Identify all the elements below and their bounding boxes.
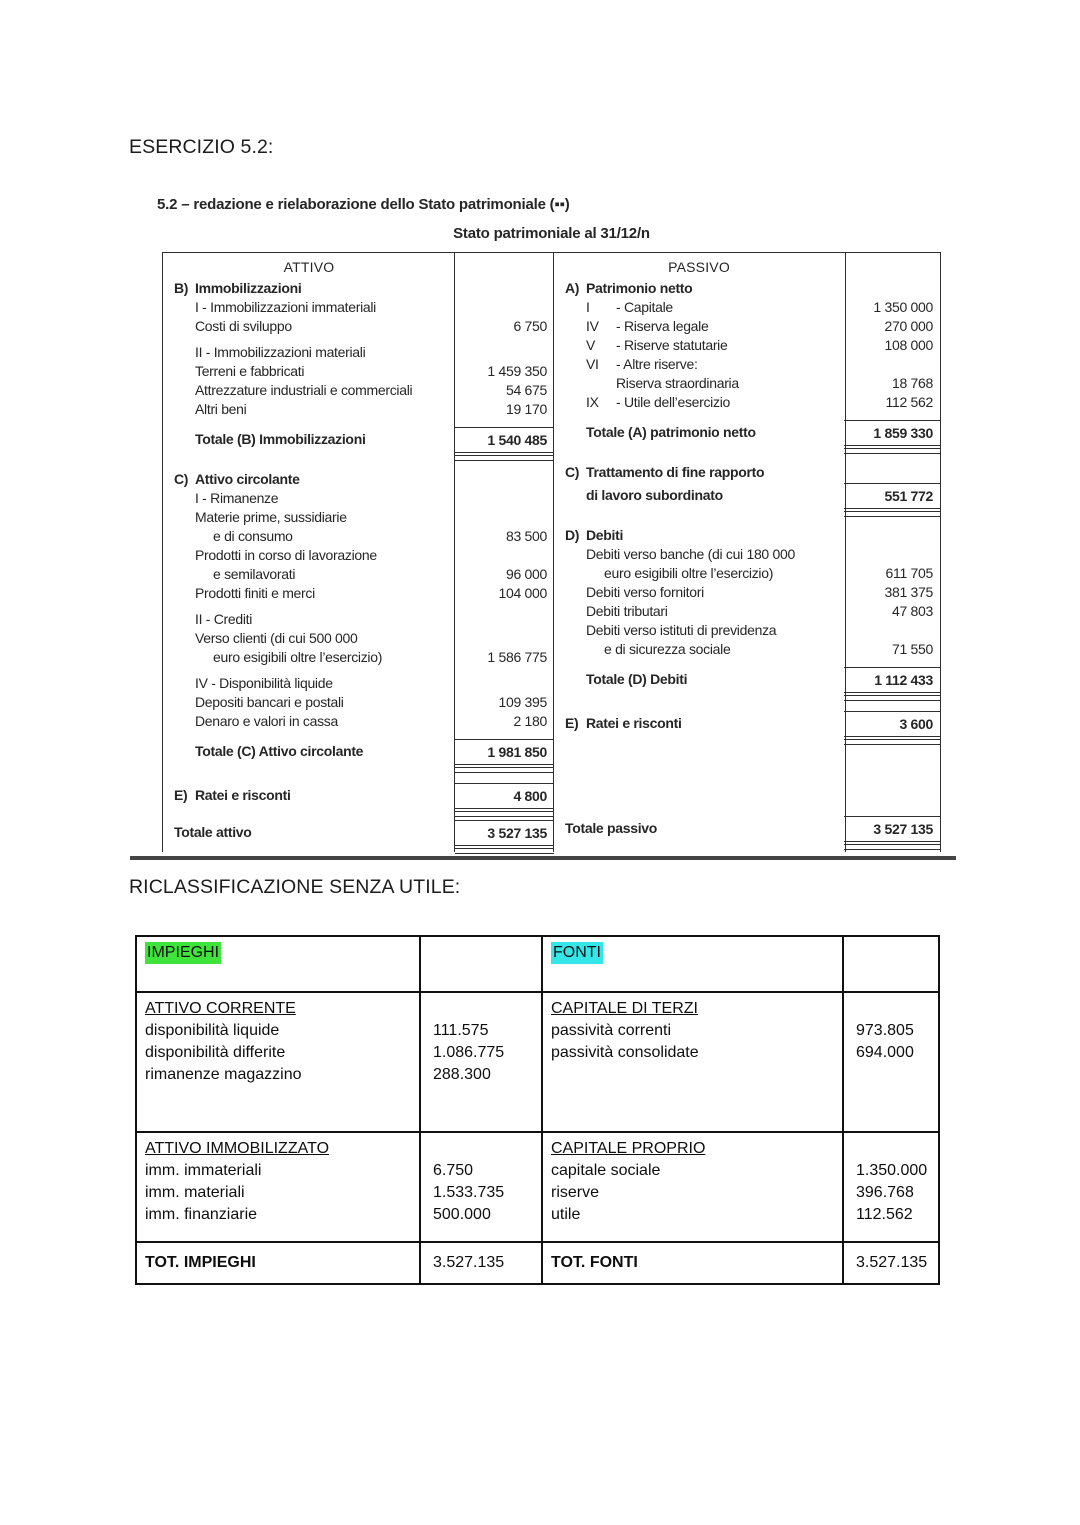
- bs-label: e semilavorati: [213, 566, 296, 582]
- reclass-item: passività correnti: [551, 1022, 672, 1039]
- bs-label: Totale (C) Attivo circolante: [195, 743, 364, 759]
- reclass-value: 112.562: [856, 1206, 913, 1223]
- bs-label: euro esigibili oltre l’esercizio): [213, 649, 383, 665]
- reclass-item: passività consolidate: [551, 1044, 699, 1061]
- double-rule: [163, 455, 554, 463]
- balance-sheet-table: [162, 252, 941, 852]
- bs-label: [554, 526, 844, 545]
- bs-label: I - Rimanenze: [195, 490, 279, 506]
- item-text: - Riserva legale: [616, 318, 709, 334]
- bs-amount: 19 170: [505, 401, 547, 417]
- reclassification-heading: RICLASSIFICAZIONE SENZA UTILE:: [129, 876, 461, 898]
- bs-row-grand: [554, 815, 940, 842]
- bs-amount: 4 800: [455, 783, 554, 809]
- bs-row-rn: [554, 336, 940, 355]
- section-letter: C): [565, 464, 580, 480]
- section-letter: B): [174, 280, 189, 296]
- bs-amount: 2 180: [513, 713, 547, 729]
- reclass-item: disponibilità differite: [145, 1044, 286, 1061]
- bs-label: I - Immobilizzazioni immateriali: [195, 299, 376, 315]
- reclass-section-cell: [137, 993, 421, 1133]
- bs-label: PASSIVO: [668, 259, 730, 275]
- exercise-heading: ESERCIZIO 5.2:: [129, 136, 274, 158]
- bs-row-item: [163, 343, 554, 362]
- bs-row-rn: [554, 317, 940, 336]
- table-vline: [845, 253, 847, 852]
- bs-amount: 6 750: [513, 318, 547, 334]
- bs-row-total: [163, 738, 554, 765]
- bs-row-item: [163, 508, 554, 527]
- tot-impieghi-label: TOT. IMPIEGHI: [137, 1243, 421, 1283]
- item-text: - Riserve statutarie: [616, 337, 728, 353]
- reclass-value: 694.000: [856, 1044, 914, 1061]
- roman-numeral: IV: [586, 318, 599, 334]
- roman-numeral: I: [586, 299, 590, 315]
- bs-label: Costi di sviluppo: [195, 318, 292, 334]
- bs-amount: 47 803: [891, 603, 933, 619]
- bs-row-item: [163, 317, 554, 336]
- bs-row-colhead: [163, 253, 554, 279]
- reclass-item: imm. materiali: [145, 1184, 245, 1201]
- bs-row-item: [163, 400, 554, 419]
- bs-label: [163, 470, 455, 489]
- bs-row-item: [163, 610, 554, 629]
- bs-label: [554, 393, 844, 412]
- bs-row-section: [554, 279, 940, 298]
- section-title: Debiti: [586, 527, 624, 543]
- bs-row-lettertotal: [554, 710, 940, 737]
- double-rule: [554, 511, 940, 519]
- double-rule-mark: [844, 511, 940, 517]
- bs-label: Totale (D) Debiti: [586, 671, 688, 687]
- bs-label: Debiti verso banche (di cui 180 000: [586, 546, 795, 562]
- tot-fonti-label: TOT. FONTI: [543, 1243, 844, 1283]
- reclass-value: 500.000: [433, 1206, 491, 1223]
- bs-label: [554, 298, 844, 317]
- reclass-section-cell: [137, 1133, 421, 1243]
- bs-row-sub: [554, 640, 940, 659]
- double-rule: [554, 695, 940, 703]
- reclass-section-title: ATTIVO IMMOBILIZZATO: [145, 1140, 330, 1157]
- bs-row-total: [554, 666, 940, 693]
- bs-label: Debiti verso fornitori: [586, 584, 704, 600]
- section-divider: [130, 856, 956, 860]
- double-rule: [554, 739, 940, 747]
- reclass-section-cell: [543, 1133, 844, 1243]
- bs-row-sub: [554, 564, 940, 583]
- reclass-item: disponibilità liquide: [145, 1022, 280, 1039]
- reclass-section-title: CAPITALE PROPRIO: [551, 1140, 706, 1157]
- reclass-item: utile: [551, 1206, 581, 1223]
- bs-label: Totale attivo: [174, 824, 252, 840]
- bs-label: e di consumo: [213, 528, 293, 544]
- bs-row-item: [163, 712, 554, 731]
- impieghi-header: IMPIEGHI: [145, 942, 221, 964]
- bs-row-sub: [163, 648, 554, 667]
- bs-amount: 1 112 433: [844, 667, 940, 693]
- reclass-value: 1.533.735: [433, 1184, 505, 1201]
- bs-amount: 1 350 000: [873, 299, 933, 315]
- reclass-section-title: CAPITALE DI TERZI: [551, 1000, 698, 1017]
- bs-label: Totale (B) Immobilizzazioni: [195, 431, 366, 447]
- bs-label: Attrezzature industriali e commerciali: [195, 382, 413, 398]
- bs-row-rn: [554, 355, 940, 374]
- reclass-value: 6.750: [433, 1162, 474, 1179]
- bs-row-item: [163, 693, 554, 712]
- bs-amount: 96 000: [505, 566, 547, 582]
- bs-label: Riserva straordinaria: [616, 375, 739, 391]
- table-vline: [553, 253, 555, 852]
- item-text: - Altre riserve:: [616, 356, 698, 372]
- section-title: Ratei e risconti: [195, 787, 291, 803]
- bs-label: e di sicurezza sociale: [604, 641, 731, 657]
- bs-amount: 3 600: [844, 711, 940, 737]
- bs-label: Totale (A) patrimonio netto: [586, 424, 756, 440]
- roman-numeral: IX: [586, 394, 599, 410]
- balance-sheet-subtitle: Stato patrimoniale al 31/12/n: [453, 225, 650, 242]
- bs-row-total: [554, 482, 940, 509]
- double-rule-mark: [455, 767, 554, 773]
- reclass-values-cell: [844, 993, 938, 1133]
- bs-row-section: [554, 526, 940, 545]
- double-rule-mark: [455, 455, 554, 461]
- bs-amount: 109 395: [498, 694, 547, 710]
- table-vline: [454, 253, 456, 852]
- double-rule: [163, 811, 554, 819]
- tot-fonti-value: 3.527.135: [856, 1254, 928, 1271]
- reclass-item: imm. immateriali: [145, 1162, 262, 1179]
- bs-amount: 1 586 775: [487, 649, 547, 665]
- bs-amount: 270 000: [884, 318, 933, 334]
- bs-row-rnsub: [554, 374, 940, 393]
- bs-amount: 381 375: [884, 584, 933, 600]
- reclass-item: capitale sociale: [551, 1162, 661, 1179]
- bs-row-grand: [163, 819, 554, 846]
- section-title: Trattamento di fine rapporto: [586, 464, 765, 480]
- bs-label: Debiti verso istituti di previdenza: [586, 622, 777, 638]
- bs-label: [554, 463, 844, 482]
- bs-label: ATTIVO: [283, 259, 335, 275]
- bs-label: Debiti tributari: [586, 603, 668, 619]
- bs-amount: 1 859 330: [844, 420, 940, 446]
- reclass-header-cell: [421, 937, 543, 993]
- bs-label: [554, 710, 844, 733]
- section-letter: D): [565, 527, 580, 543]
- bs-label: Prodotti finiti e merci: [195, 585, 315, 601]
- bs-label: Denaro e valori in cassa: [195, 713, 338, 729]
- bs-row-item: [163, 629, 554, 648]
- bs-amount: 1 459 350: [487, 363, 547, 379]
- tot-impieghi-value: 3.527.135: [421, 1243, 543, 1283]
- bs-row-item: [554, 621, 940, 640]
- bs-row-item: [163, 362, 554, 381]
- section-letter: A): [565, 280, 580, 296]
- bs-row-item: [554, 602, 940, 621]
- bs-row-rn: [554, 393, 940, 412]
- double-rule-mark: [844, 695, 940, 701]
- reclass-header-cell: [543, 937, 844, 993]
- bs-row-item: [163, 489, 554, 508]
- bs-label: [554, 279, 844, 298]
- bs-label: Prodotti in corso di lavorazione: [195, 547, 377, 563]
- section-title: Attivo circolante: [195, 471, 300, 487]
- bs-row-item: [554, 583, 940, 602]
- bs-label: [554, 336, 844, 355]
- double-rule-mark: [844, 739, 940, 745]
- bs-row-lettertotal: [163, 782, 554, 809]
- passivo-column: [554, 253, 940, 852]
- reclass-value: 973.805: [856, 1022, 914, 1039]
- section-letter: E): [565, 715, 579, 731]
- bs-label: [554, 355, 844, 374]
- double-rule: [554, 844, 940, 852]
- fonti-header: FONTI: [551, 942, 603, 964]
- bs-label: Altri beni: [195, 401, 247, 417]
- reclass-value: 288.300: [433, 1066, 491, 1083]
- item-text: - Capitale: [616, 299, 673, 315]
- bs-row-item: [163, 381, 554, 400]
- roman-numeral: VI: [586, 356, 599, 372]
- bs-amount: 104 000: [498, 585, 547, 601]
- bs-label: Terreni e fabbricati: [195, 363, 305, 379]
- section-letter: C): [174, 471, 189, 487]
- reclass-item: rimanenze magazzino: [145, 1066, 302, 1083]
- bs-label: IV - Disponibilità liquide: [195, 675, 333, 691]
- reclass-section-title: ATTIVO CORRENTE: [145, 1000, 296, 1017]
- reclass-header-cell: [844, 937, 938, 993]
- reclass-values-cell: [421, 1133, 543, 1243]
- double-rule: [163, 848, 554, 856]
- bs-amount: 551 772: [844, 483, 940, 509]
- section-letter: E): [174, 787, 188, 803]
- section-title: Immobilizzazioni: [195, 280, 302, 296]
- bs-row-section: [163, 470, 554, 489]
- bs-row-item: [163, 546, 554, 565]
- double-rule-mark: [455, 848, 554, 854]
- bs-row-section: [554, 463, 940, 482]
- bs-row-item: [163, 584, 554, 603]
- double-rule: [554, 448, 940, 456]
- bs-amount: 108 000: [884, 337, 933, 353]
- bs-label: II - Crediti: [195, 611, 253, 627]
- double-rule-mark: [844, 844, 940, 850]
- reclass-value: 1.086.775: [433, 1044, 505, 1061]
- bs-label: Materie prime, sussidiarie: [195, 509, 347, 525]
- bs-row-total: [163, 426, 554, 453]
- reclass-values-cell: [844, 1133, 938, 1243]
- reclass-value: 111.575: [433, 1022, 489, 1039]
- reclass-values-cell: [421, 993, 543, 1133]
- bs-amount: 1 540 485: [455, 427, 554, 453]
- reclass-item: imm. finanziarie: [145, 1206, 258, 1223]
- bs-label: [163, 782, 455, 805]
- bs-row-sub: [163, 527, 554, 546]
- bs-row-sub: [163, 565, 554, 584]
- double-rule-mark: [844, 448, 940, 454]
- reclassification-table: [135, 935, 940, 1285]
- bs-label: Verso clienti (di cui 500 000: [195, 630, 358, 646]
- bs-row-total: [554, 419, 940, 446]
- bs-label: Depositi bancari e postali: [195, 694, 344, 710]
- bs-amount: 1 981 850: [455, 739, 554, 765]
- section-title: Ratei e risconti: [586, 715, 682, 731]
- bs-amount: 112 562: [885, 394, 933, 410]
- reclass-value: 1.350.000: [856, 1162, 928, 1179]
- bs-label: [163, 279, 455, 298]
- bs-amount: 83 500: [505, 528, 547, 544]
- bs-label: di lavoro subordinato: [586, 487, 723, 503]
- bs-label: [554, 317, 844, 336]
- roman-numeral: V: [586, 337, 596, 353]
- bs-row-item: [163, 298, 554, 317]
- bs-label: euro esigibili oltre l’esercizio): [604, 565, 774, 581]
- reclass-section-cell: [543, 993, 844, 1133]
- bs-amount: 54 675: [505, 382, 547, 398]
- bs-amount: 3 527 135: [844, 816, 940, 842]
- bs-row-section: [163, 279, 554, 298]
- bs-amount: 611 705: [885, 565, 933, 581]
- item-text: - Utile dell’esercizio: [616, 394, 730, 410]
- reclass-value: 396.768: [856, 1184, 914, 1201]
- bs-amount: 3 527 135: [455, 820, 554, 846]
- bs-label: Totale passivo: [565, 820, 658, 836]
- bs-amount: 18 768: [891, 375, 933, 391]
- double-rule: [163, 767, 554, 775]
- bs-amount: 71 550: [891, 641, 933, 657]
- bs-row-colhead: [554, 253, 940, 279]
- bs-label: II - Immobilizzazioni materiali: [195, 344, 366, 360]
- bs-row-rn: [554, 298, 940, 317]
- section-title: Patrimonio netto: [586, 280, 693, 296]
- reclass-item: riserve: [551, 1184, 600, 1201]
- attivo-column: [163, 253, 554, 852]
- balance-sheet-caption: 5.2 – redazione e rielaborazione dello Stato patrimoniale (▪▪): [157, 196, 570, 213]
- reclass-header-cell: [137, 937, 421, 993]
- bs-row-item: [163, 674, 554, 693]
- bs-row-item: [554, 545, 940, 564]
- double-rule-mark: [455, 811, 554, 817]
